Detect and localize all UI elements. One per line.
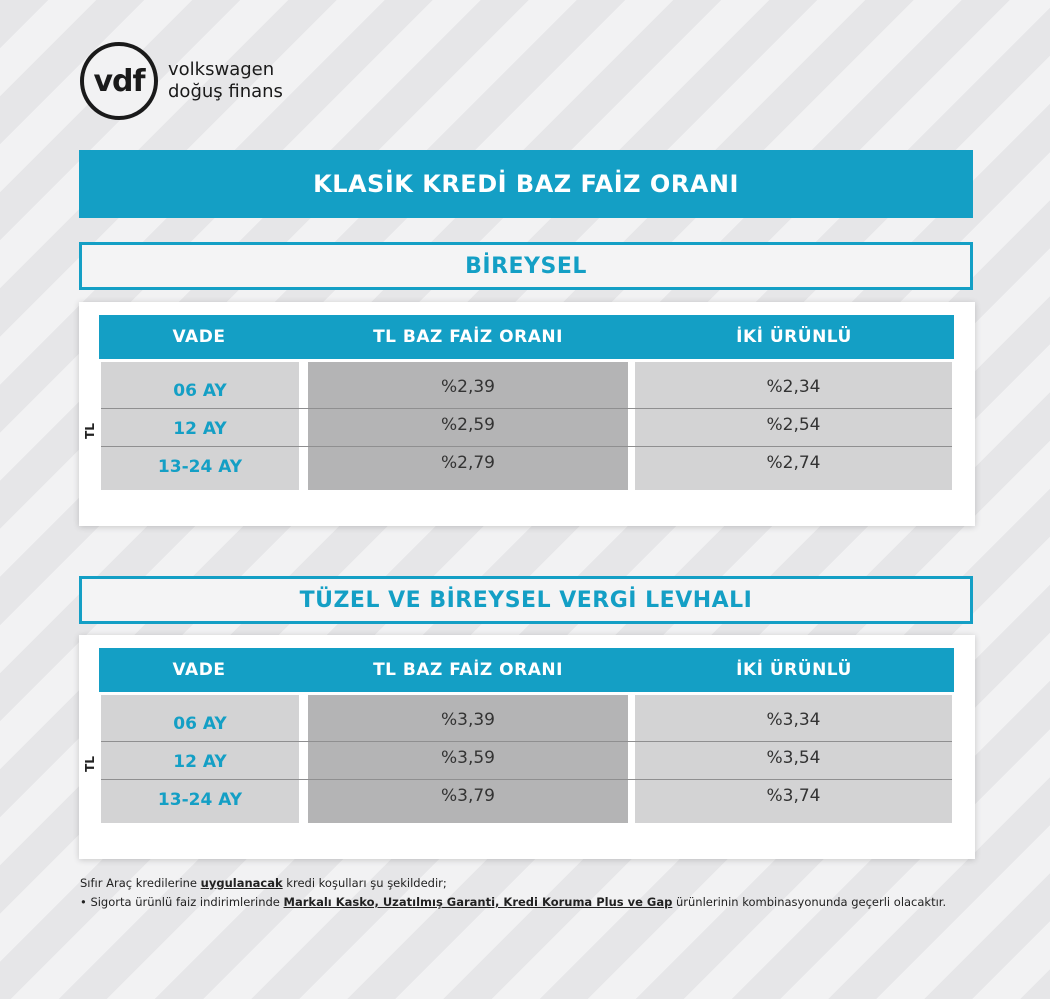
iki-urunlu-cell: %3,54 — [766, 748, 821, 768]
iki-urunlu-cell: %2,54 — [766, 415, 821, 435]
vdf-logo-mark: vdf — [80, 42, 158, 120]
header-vade: VADE — [172, 660, 226, 680]
vade-column — [101, 695, 299, 823]
iki-urunlu-cell: %2,74 — [766, 453, 821, 473]
vade-column — [101, 362, 299, 490]
tl-rate-column — [308, 695, 628, 823]
page-title: KLASİK KREDİ BAZ FAİZ ORANI — [79, 150, 973, 218]
rate-table-bireysel — [79, 302, 975, 526]
tl-rate-cell: %2,39 — [440, 377, 495, 397]
row-divider — [101, 779, 952, 780]
tl-rate-cell: %3,39 — [440, 710, 495, 730]
iki-urunlu-column — [635, 362, 952, 490]
tl-rate-column — [308, 362, 628, 490]
rate-table-tuzel — [79, 635, 975, 859]
header-tl-baz-faiz: TL BAZ FAİZ ORANI — [373, 327, 563, 347]
tl-rate-cell: %3,79 — [440, 786, 495, 806]
footnote-line-1 — [80, 876, 447, 890]
currency-label: TL — [83, 756, 97, 772]
vade-cell: 13-24 AY — [157, 790, 243, 810]
footnote-line-2 — [80, 895, 946, 909]
footnote-text: kredi koşulları şu şekildedir; — [282, 876, 447, 890]
iki-urunlu-cell: %2,34 — [766, 377, 821, 397]
header-tl-baz-faiz: TL BAZ FAİZ ORANI — [373, 660, 563, 680]
iki-urunlu-column — [635, 695, 952, 823]
section-title-tuzel: TÜZEL VE BİREYSEL VERGİ LEVHALI — [79, 576, 973, 624]
row-divider — [101, 408, 952, 409]
footnote-text: Sıfır Araç kredilerine — [80, 876, 201, 890]
tl-rate-cell: %2,59 — [440, 415, 495, 435]
tl-rate-cell: %3,59 — [440, 748, 495, 768]
header-iki-urunlu: İKİ ÜRÜNLÜ — [736, 327, 852, 347]
vade-cell: 12 AY — [173, 752, 227, 772]
logo-text — [168, 59, 283, 103]
iki-urunlu-cell: %3,34 — [766, 710, 821, 730]
table-header — [99, 648, 954, 692]
section-title-bireysel: BİREYSEL — [79, 242, 973, 290]
iki-urunlu-cell: %3,74 — [766, 786, 821, 806]
vade-cell: 12 AY — [173, 419, 227, 439]
logo-line-2: doğuş finans — [168, 81, 283, 102]
footnote-emphasis: uygulanacak — [200, 876, 283, 890]
vade-cell: 13-24 AY — [157, 457, 243, 477]
tl-rate-cell: %2,79 — [440, 453, 495, 473]
vade-cell: 06 AY — [173, 381, 227, 401]
row-divider — [101, 741, 952, 742]
footnote-text: ürünlerinin kombinasyonunda geçerli olacaktır. — [672, 895, 947, 909]
logo-line-1: volkswagen — [168, 59, 275, 80]
currency-label: TL — [83, 423, 97, 439]
header-iki-urunlu: İKİ ÜRÜNLÜ — [736, 660, 852, 680]
logo — [80, 42, 283, 120]
vade-cell: 06 AY — [173, 714, 227, 734]
footnote-emphasis: Markalı Kasko, Uzatılmış Garanti, Kredi Koruma Plus ve Gap — [283, 895, 673, 909]
row-divider — [101, 446, 952, 447]
header-vade: VADE — [172, 327, 226, 347]
table-header — [99, 315, 954, 359]
footnote-text: • Sigorta ürünlü faiz indirimlerinde — [80, 895, 284, 909]
